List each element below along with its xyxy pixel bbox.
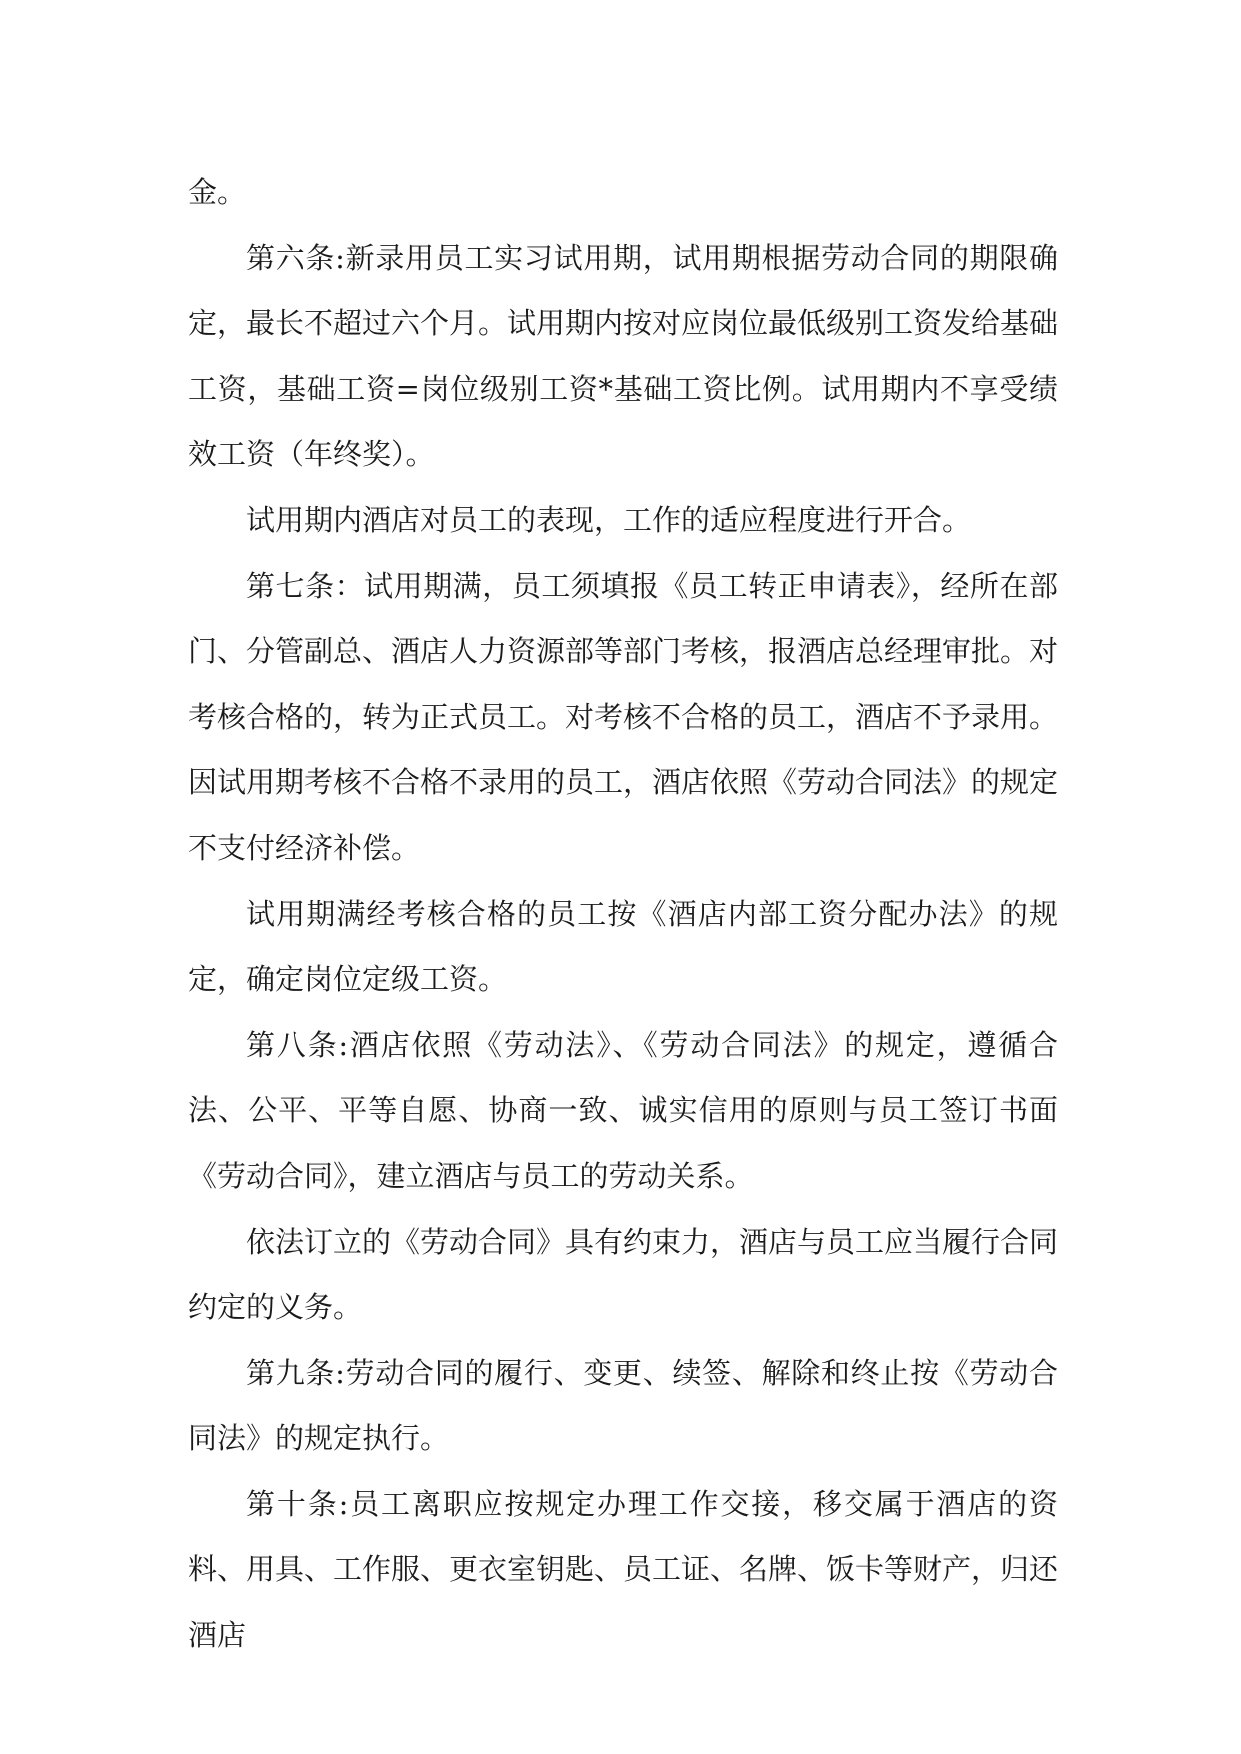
- paragraph-article-9: 第九条:劳动合同的履行、变更、续签、解除和终止按《劳动合同法》的规定执行。: [188, 1355, 1058, 1456]
- paragraph-contract-binding: 依法订立的《劳动合同》具有约束力，酒店与员工应当履行合同约定的义务。: [188, 1224, 1059, 1325]
- paragraph-article-7: 第七条：试用期满，员工须填报《员工转正申请表》，经所在部门、分管副总、酒店人力资源部等部门考核，报酒店总经理审批。对考核合格的，转为正式员工。对考核不合格的员工，酒店不予录用。因试用期考核不合格不录用的员工，酒店依照《劳动合同法》的规定不支付经济补偿。: [188, 568, 1059, 865]
- paragraph-probation-evaluation: 试用期内酒店对员工的表现，工作的适应程度进行开合。: [246, 502, 972, 537]
- document-body: [188, 160, 1058, 1669]
- paragraph-article-10: 第十条:员工离职应按规定办理工作交接，移交属于酒店的资料、用具、工作服、更衣室钥匙、员工证、名牌、饭卡等财产，归还酒店: [188, 1486, 1059, 1653]
- paragraph-article-8: 第八条:酒店依照《劳动法》、《劳动合同法》的规定，遵循合法、公平、平等自愿、协商一致、诚实信用的原则与员工签订书面《劳动合同》，建立酒店与员工的劳动关系。: [188, 1027, 1058, 1193]
- paragraph-continuation: 金。: [188, 175, 247, 209]
- paragraph-probation-passed: 试用期满经考核合格的员工按《酒店内部工资分配办法》的规定，确定岗位定级工资。: [188, 896, 1058, 997]
- paragraph-article-6: 第六条:新录用员工实习试用期，试用期根据劳动合同的期限确定，最长不超过六个月。试用期内按对应岗位最低级别工资发给基础工资，基础工资=岗位级别工资*基础工资比例。试用期内不享受绩效工资（年终奖）。: [188, 240, 1059, 472]
